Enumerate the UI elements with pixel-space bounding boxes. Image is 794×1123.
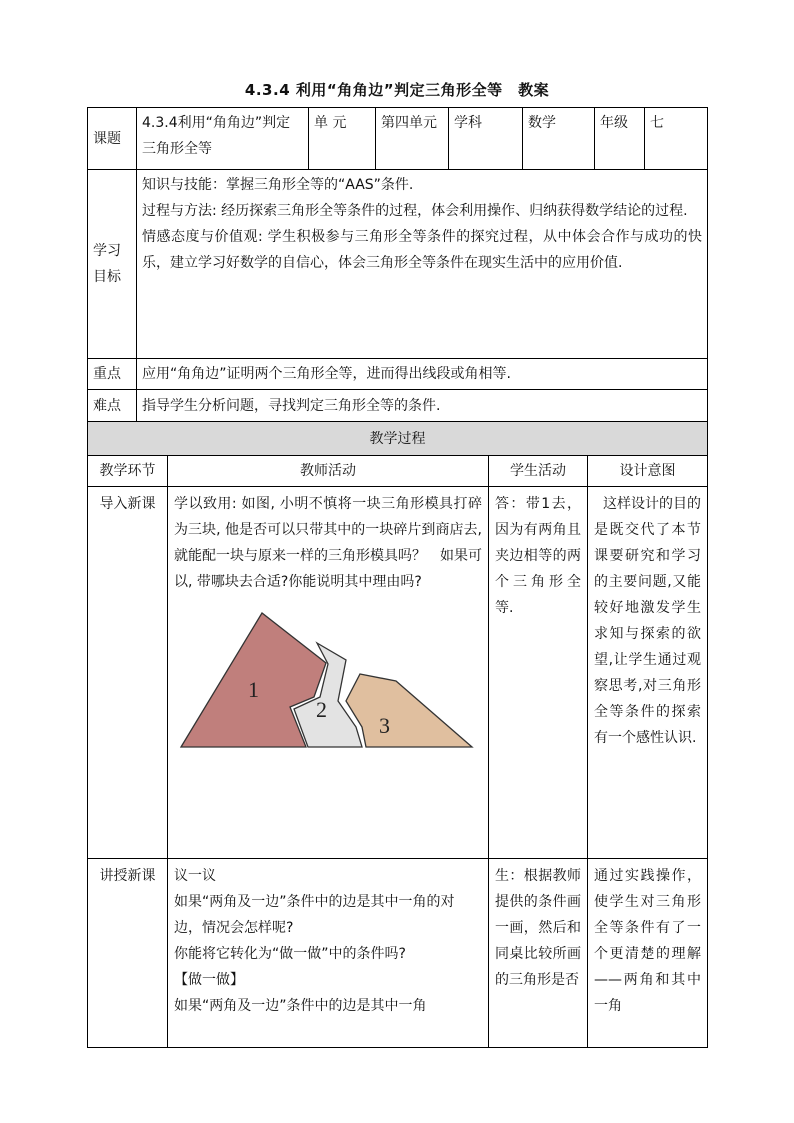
broken-triangle-figure — [176, 607, 476, 757]
topic-label: 课题 — [88, 108, 137, 170]
topic-value: 4.3.4利用“角角边”判定三角形全等 — [137, 108, 309, 170]
piece-2-label: 2 — [316, 697, 327, 722]
teacher-activity-intro — [168, 487, 489, 859]
grade-label: 年级 — [595, 108, 645, 170]
objective-knowledge: 知识与技能：掌握三角形全等的“AAS”条件. — [142, 177, 414, 193]
stage-intro: 导入新课 — [88, 487, 168, 859]
process-heading: 教学过程 — [88, 422, 708, 456]
objectives-content — [137, 170, 708, 359]
difficulty-text: 指导学生分析问题，寻找判定三角形全等的条件. — [137, 390, 708, 422]
header-stage: 教学环节 — [88, 456, 168, 487]
activity-question: 如果“两角及一边”条件中的边是其中一角 — [174, 998, 427, 1014]
student-activity-intro: 答：带1去，因为有两角且夹边相等的两个三角形全等. — [489, 487, 588, 859]
header-student: 学生活动 — [489, 456, 588, 487]
subject-value: 数学 — [523, 108, 595, 170]
stage-new-lesson: 讲授新课 — [88, 859, 168, 1048]
design-intent-new: 通过实践操作，使学生对三角形全等条件有了一个更清楚的理解——两角和其中一角 — [588, 859, 708, 1048]
difficulty-label: 难点 — [88, 390, 137, 422]
discussion-title: 议一议 — [174, 868, 216, 884]
student-activity-new: 生：根据教师提供的条件画一画，然后和同桌比较所画的三角形是否 — [489, 859, 588, 1048]
unit-label: 单 元 — [309, 108, 376, 170]
conversion-question: 你能将它转化为“做一做”中的条件吗? — [174, 946, 406, 962]
header-teacher: 教师活动 — [168, 456, 489, 487]
piece-3-shape — [346, 674, 472, 747]
key-point-label: 重点 — [88, 359, 137, 390]
teacher-activity-new — [168, 859, 489, 1048]
discussion-question: 如果“两角及一边”条件中的边是其中一角的对边，情况会怎样呢? — [174, 894, 455, 936]
piece-3-label: 3 — [379, 713, 390, 738]
document-title: 4.3.4 利用“角角边”判定三角形全等 教案 — [244, 81, 550, 99]
unit-value: 第四单元 — [376, 108, 449, 170]
activity-title: 【做一做】 — [174, 972, 244, 988]
subject-label: 学科 — [449, 108, 523, 170]
teaching-process-table — [87, 421, 708, 1048]
design-intent-intro: 这样设计的目的是既交代了本节课要研究和学习的主要问题,又能较好地激发学生求知与探索的欲望,让学生通过观察思考,对三角形全等条件的探索有一个感性认识. — [588, 487, 708, 859]
lesson-info-table — [87, 107, 708, 422]
objective-attitude: 情感态度与价值观: 学生积极参与三角形全等条件的探究过程，从中体会合作与成功的快乐，建立学习好数学的自信心，体会三角形全等条件在现实生活中的应用价值. — [142, 229, 702, 271]
intro-question: 学以致用: 如图, 小明不慎将一块三角形模具打碎为三块, 他是否可以只带其中的一块碎片到商店去, 就能配一块与原来一样的三角形模具吗？ 如果可以, 带哪块去合适?你能说明其中理由吗? — [174, 496, 482, 590]
objectives-label: 学习目标 — [88, 170, 137, 359]
piece-1-label: 1 — [248, 677, 259, 702]
objective-process: 过程与方法: 经历探索三角形全等条件的过程，体会利用操作、归纳获得数学结论的过程. — [142, 203, 688, 219]
grade-value: 七 — [645, 108, 708, 170]
header-intent: 设计意图 — [588, 456, 708, 487]
key-point-text: 应用“角角边”证明两个三角形全等，进而得出线段或角相等. — [137, 359, 708, 390]
